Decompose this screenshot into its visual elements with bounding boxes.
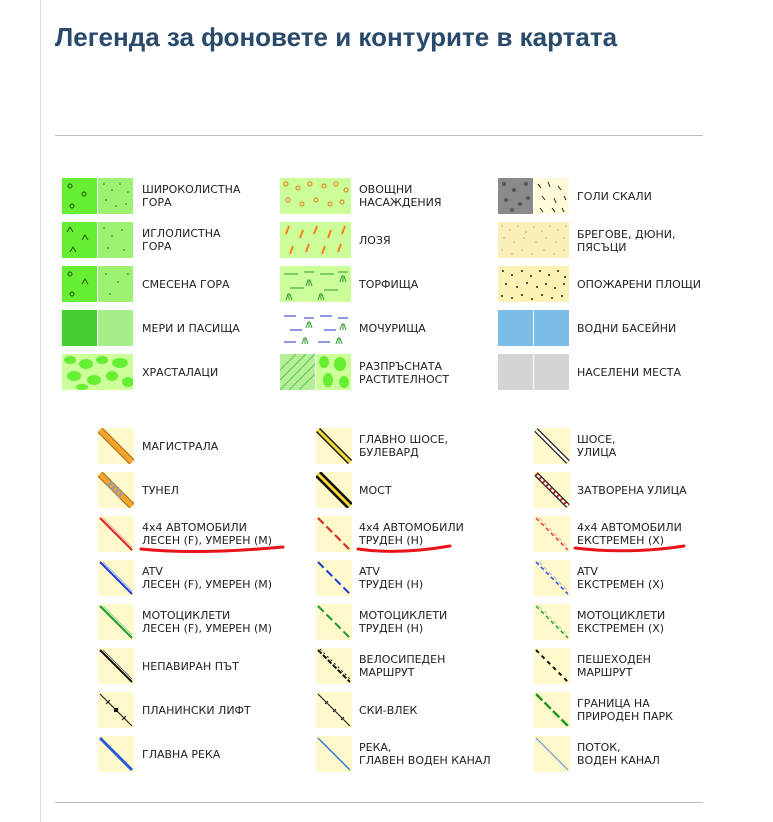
line-label-stream: ПОТОК, ВОДЕН КАНАЛ <box>577 741 660 767</box>
swamp-icon <box>280 310 351 346</box>
line-label-highway: МАГИСТРАЛА <box>142 440 219 453</box>
line-label-4x4-hard: 4x4 АВТОМОБИЛИ ТРУДЕН (H) <box>359 521 464 547</box>
moto-extreme-icon <box>534 604 570 640</box>
broadleaf-forest-icon <box>62 178 133 214</box>
orchards-icon <box>280 178 351 214</box>
highway-icon <box>98 428 134 464</box>
bridge-icon <box>316 472 352 508</box>
bottom-divider <box>55 802 703 803</box>
peat-bog-icon <box>280 266 351 302</box>
moto-hard-icon <box>316 604 352 640</box>
line-label-bridge: МОСТ <box>359 484 392 497</box>
red-underline-hard <box>355 540 455 556</box>
mountain-lift-icon <box>98 692 134 728</box>
atv-extreme-icon <box>534 560 570 596</box>
ski-tow-icon <box>316 692 352 728</box>
area-label-mixed-forest: СМЕСЕНА ГОРА <box>142 278 230 291</box>
line-label-tunnel: ТУНЕЛ <box>142 484 179 497</box>
bare-rocks-icon <box>498 178 569 214</box>
pastures-icon <box>62 310 133 346</box>
scattered-vegetation-icon <box>280 354 351 390</box>
red-underline-extreme <box>572 540 688 556</box>
line-label-atv-extreme: ATV ЕКСТРЕМЕН (X) <box>577 565 665 591</box>
settlement-icon <box>498 354 569 390</box>
line-label-main-river: ГЛАВНА РЕКА <box>142 748 221 761</box>
sand-icon <box>498 222 569 258</box>
main-river-icon <box>98 736 134 772</box>
line-label-street: ШОСЕ, УЛИЦА <box>577 433 617 459</box>
nature-park-border-icon <box>534 692 570 728</box>
page-left-border <box>40 0 41 822</box>
area-label-peat-bog: ТОРФИЩА <box>359 278 419 291</box>
walking-route-icon <box>534 648 570 684</box>
line-label-atv-easy: ATV ЛЕСЕН (F), УМЕРЕН (M) <box>142 565 273 591</box>
line-label-main-road: ГЛАВНО ШОСЕ, БУЛЕВАРД <box>359 433 449 459</box>
water-basin-icon <box>498 310 569 346</box>
4x4-easy-icon <box>98 516 134 552</box>
area-label-pastures: МЕРИ И ПАСИЩА <box>142 322 240 335</box>
closed-street-icon <box>534 472 570 508</box>
line-label-moto-hard: МОТОЦИКЛЕТИ ТРУДЕН (H) <box>359 609 448 635</box>
street-icon <box>534 428 570 464</box>
4x4-extreme-icon <box>534 516 570 552</box>
river-canal-icon <box>316 736 352 772</box>
area-label-bare-rocks: ГОЛИ СКАЛИ <box>577 190 652 203</box>
line-label-ski-tow: СКИ-ВЛЕК <box>359 704 418 717</box>
line-label-atv-hard: ATV ТРУДЕН (H) <box>359 565 424 591</box>
line-label-mountain-lift: ПЛАНИНСКИ ЛИФТ <box>142 704 251 717</box>
burned-area-icon <box>498 266 569 302</box>
area-label-water-basin: ВОДНИ БАСЕЙНИ <box>577 322 677 335</box>
area-label-shrubs: ХРАСТАЛАЦИ <box>142 366 219 379</box>
main-road-icon <box>316 428 352 464</box>
atv-easy-icon <box>98 560 134 596</box>
area-label-scattered-vegetation: РАЗПРЪСНАТА РАСТИТЕЛНОСТ <box>359 360 450 386</box>
line-label-nature-park-border: ГРАНИЦА НА ПРИРОДЕН ПАРК <box>577 697 673 723</box>
coniferous-forest-icon <box>62 222 133 258</box>
line-label-4x4-extreme: 4x4 АВТОМОБИЛИ ЕКСТРЕМЕН (X) <box>577 521 682 547</box>
area-label-coniferous-forest: ИГЛОЛИСТНА ГОРА <box>142 227 221 253</box>
top-divider <box>55 135 703 136</box>
area-label-swamp: МОЧУРИЩА <box>359 322 426 335</box>
line-label-bicycle-route: ВЕЛОСИПЕДЕН МАРШРУТ <box>359 653 446 679</box>
line-label-moto-easy: МОТОЦИКЛЕТИ ЛЕСЕН (F), УМЕРЕН (M) <box>142 609 273 635</box>
page-title: Легенда за фоновете и контурите в картата <box>55 22 618 52</box>
line-label-unpaved-road: НЕПАВИРАН ПЪТ <box>142 660 239 673</box>
vineyards-icon <box>280 222 351 258</box>
bicycle-route-icon <box>316 648 352 684</box>
atv-hard-icon <box>316 560 352 596</box>
stream-icon <box>534 736 570 772</box>
area-label-vineyards: ЛОЗЯ <box>359 234 391 247</box>
red-underline-easy <box>138 540 288 556</box>
line-label-4x4-easy: 4x4 АВТОМОБИЛИ ЛЕСЕН (F), УМЕРЕН (M) <box>142 521 273 547</box>
area-label-sand: БРЕГОВЕ, ДЮНИ, ПЯСЪЦИ <box>577 228 676 254</box>
4x4-hard-icon <box>316 516 352 552</box>
unpaved-road-icon <box>98 648 134 684</box>
area-label-settlement: НАСЕЛЕНИ МЕСТА <box>577 366 682 379</box>
line-label-closed-street: ЗАТВОРЕНА УЛИЦА <box>577 484 687 497</box>
area-label-broadleaf-forest: ШИРОКОЛИСТНА ГОРА <box>142 183 241 209</box>
shrubs-icon <box>62 354 133 390</box>
line-label-moto-extreme: МОТОЦИКЛЕТИ ЕКСТРЕМЕН (X) <box>577 609 666 635</box>
moto-easy-icon <box>98 604 134 640</box>
line-label-walking-route: ПЕШЕХОДЕН МАРШРУТ <box>577 653 651 679</box>
area-label-burned-area: ОПОЖАРЕНИ ПЛОЩИ <box>577 278 702 291</box>
mixed-forest-icon <box>62 266 133 302</box>
line-label-river-canal: РЕКА, ГЛАВЕН ВОДЕН КАНАЛ <box>359 741 491 767</box>
area-label-orchards: ОВОЩНИ НАСАЖДЕНИЯ <box>359 183 442 209</box>
tunnel-icon <box>98 472 134 508</box>
